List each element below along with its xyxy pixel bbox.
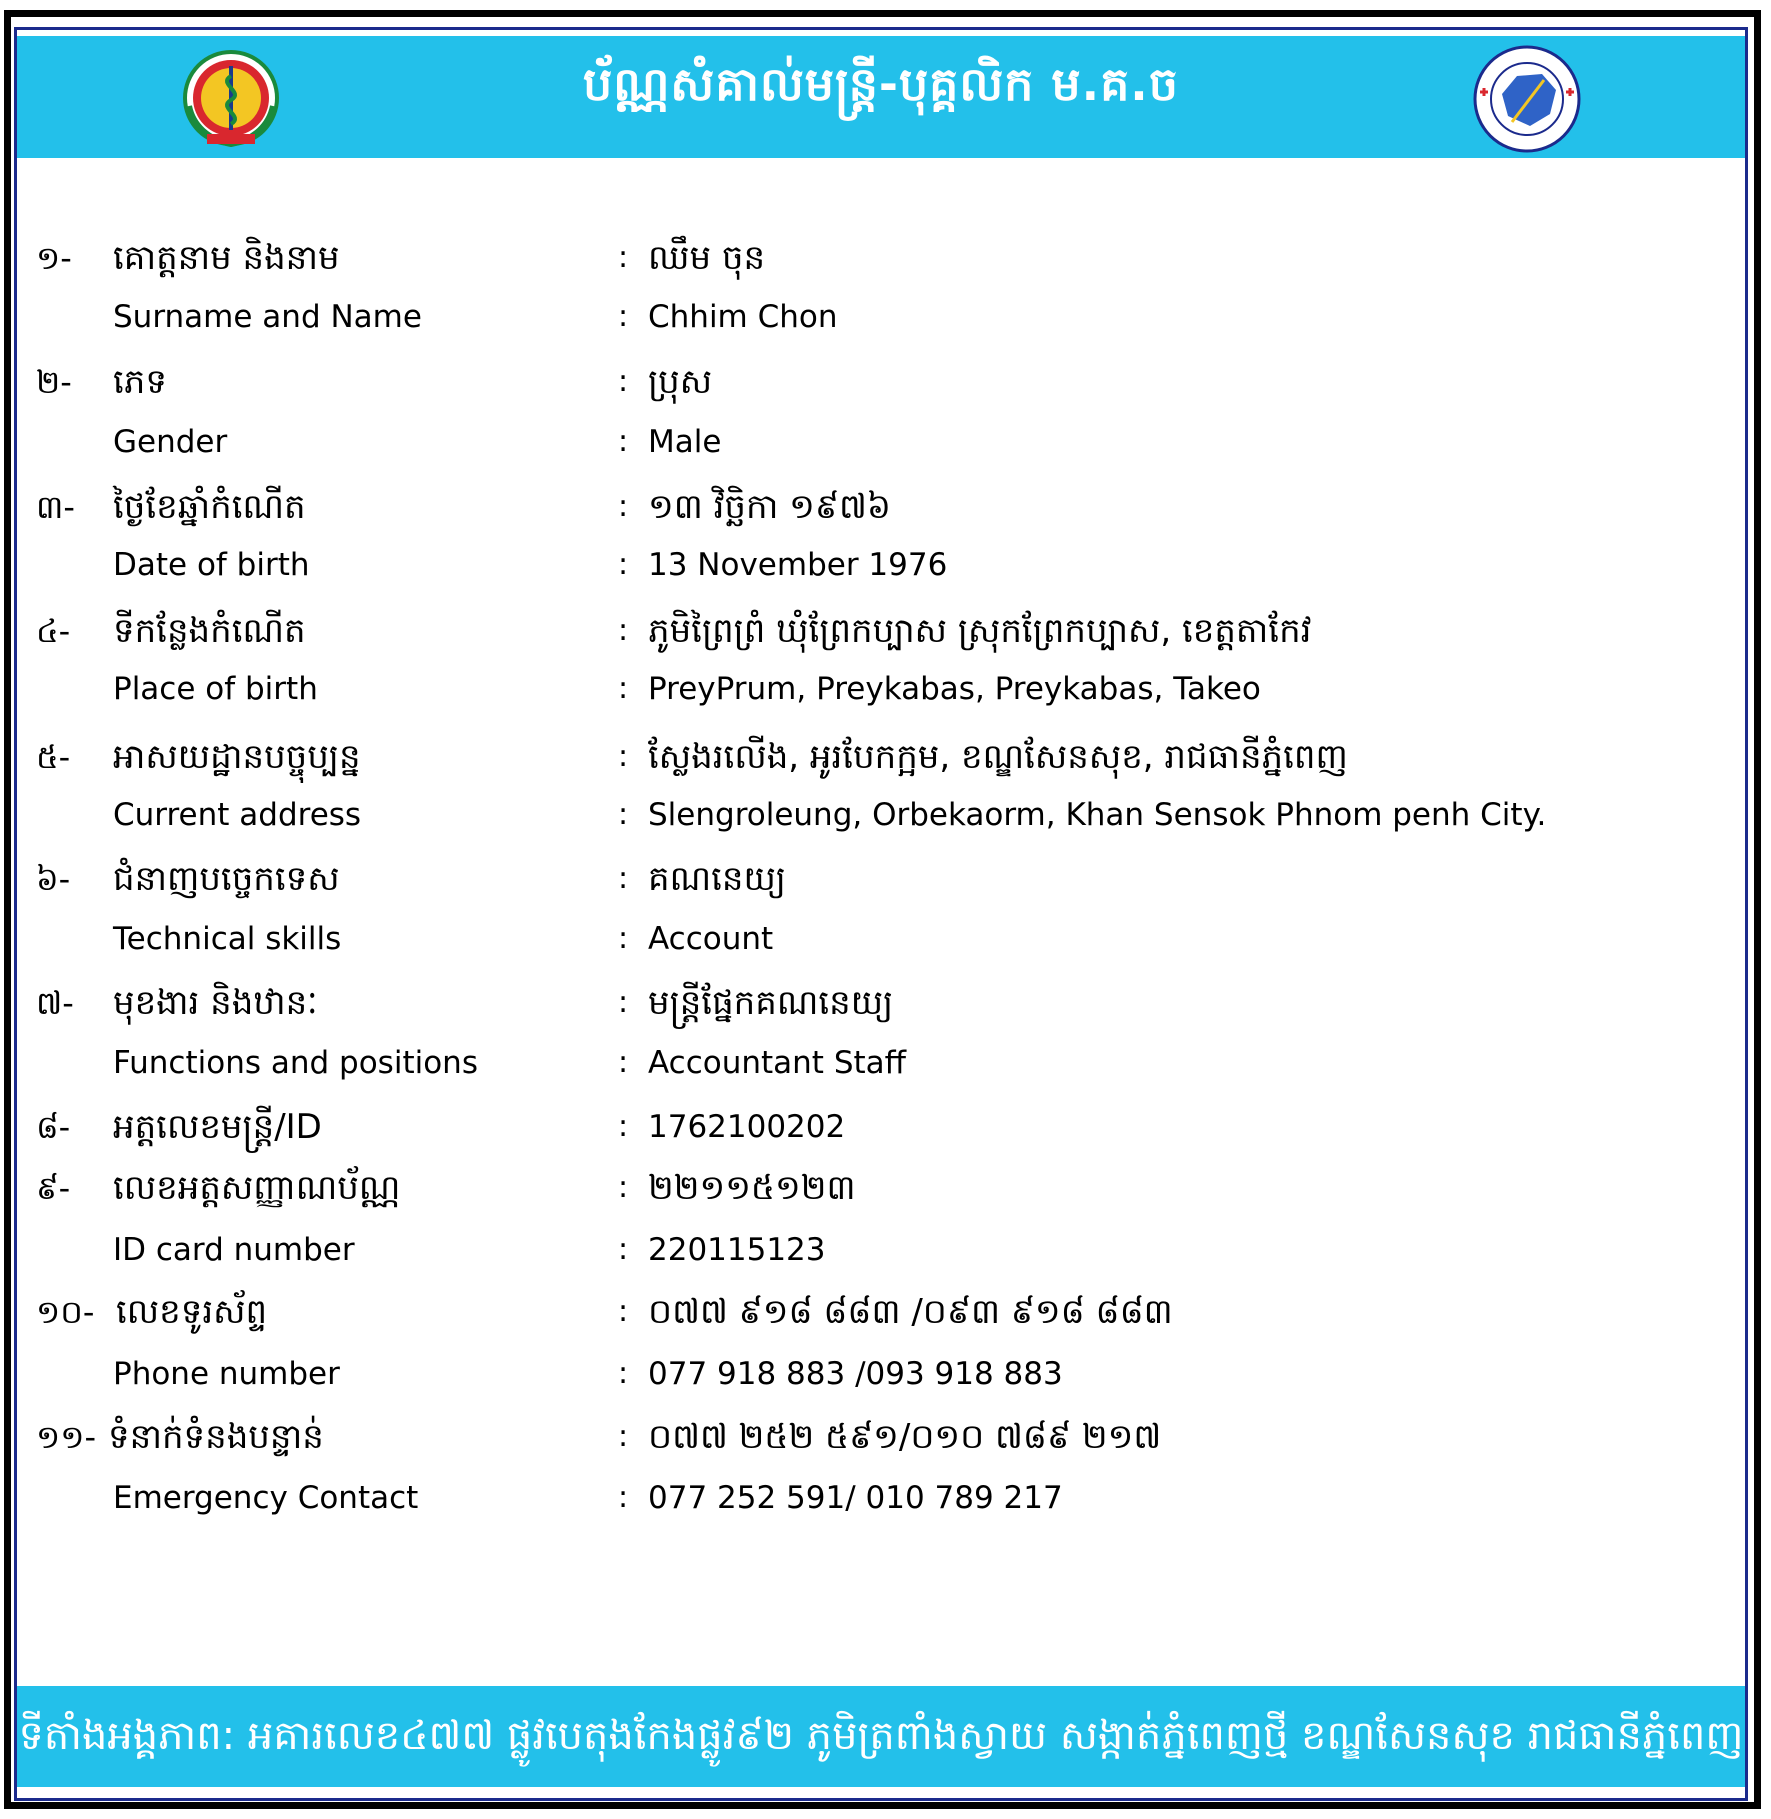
field-colon: : (618, 1356, 629, 1391)
field-label: Gender (113, 424, 228, 460)
field-value: Male (648, 424, 722, 460)
item-number: ៩- (36, 1169, 71, 1207)
field-colon: : (618, 739, 629, 774)
field-label: គោត្តនាម និងនាម (113, 238, 340, 278)
field-label: លេខទូរស័ព្ទ (116, 1292, 268, 1332)
field-value: Chhim Chon (648, 299, 838, 335)
field-value: 077 252 591/ 010 789 217 (648, 1480, 1063, 1516)
list-item (0, 975, 1771, 1031)
list-item (0, 414, 1771, 470)
list-item (0, 661, 1771, 717)
field-value: PreyPrum, Preykabas, Preykabas, Takeo (648, 671, 1261, 707)
field-colon: : (618, 797, 629, 832)
field-value: 077 918 883 /093 918 883 (648, 1356, 1063, 1392)
field-colon: : (618, 613, 629, 648)
card-title: ប័ណ្ណសំគាល់មន្ត្រី-បុគ្គលិក ម.គ.ច (583, 57, 1179, 111)
field-label: ទីកន្លែងកំណើត (113, 611, 306, 651)
field-label: Place of birth (113, 671, 318, 707)
list-item (0, 537, 1771, 593)
list-item (0, 729, 1771, 785)
field-label: Functions and positions (113, 1045, 478, 1081)
list-item (0, 1470, 1771, 1526)
field-label: អត្តលេខមន្ត្រី/ID (113, 1107, 322, 1147)
item-number: ៨- (36, 1108, 71, 1146)
field-colon: : (618, 1232, 629, 1267)
list-item (0, 289, 1771, 345)
field-colon: : (618, 1480, 629, 1515)
item-number: ៧- (36, 984, 74, 1022)
field-colon: : (618, 489, 629, 524)
list-item (0, 479, 1771, 535)
field-value: 1762100202 (648, 1109, 846, 1145)
field-label: Date of birth (113, 547, 310, 583)
item-number: ១- (36, 239, 72, 277)
list-item (0, 851, 1771, 907)
field-value: Slengroleung, Orbekaorm, Khan Sensok Phnom penh City. (648, 797, 1547, 833)
field-label: Technical skills (113, 921, 342, 957)
list-item (0, 1222, 1771, 1278)
item-number: ១១- (36, 1418, 96, 1456)
list-item (0, 1099, 1771, 1155)
list-item (0, 1346, 1771, 1402)
field-value: 13 November 1976 (648, 547, 948, 583)
field-label: ID card number (113, 1232, 355, 1268)
field-colon: : (618, 985, 629, 1020)
list-item (0, 787, 1771, 843)
list-item (0, 603, 1771, 659)
field-label: ថ្ងៃខែឆ្នាំកំណើត (113, 487, 306, 527)
field-value: ១៣ វិច្ឆិកា ១៩៧៦ (648, 487, 891, 527)
list-item (0, 911, 1771, 967)
field-colon: : (618, 671, 629, 706)
field-label: លេខអត្តសញ្ញាណប័ណ្ណ (113, 1168, 401, 1208)
field-label: ភេទ (113, 362, 167, 402)
field-label: អាសយដ្ឋានបច្ចុប្បន្ន (113, 737, 361, 777)
item-number: ២- (36, 363, 72, 401)
list-item (0, 1160, 1771, 1216)
field-colon: : (618, 547, 629, 582)
field-value: Accountant Staff (648, 1045, 907, 1081)
item-number: ៦- (36, 860, 71, 898)
field-value: គណនេយ្យ (648, 859, 786, 899)
field-label: Current address (113, 797, 362, 833)
field-colon: : (618, 364, 629, 399)
field-value: Account (648, 921, 774, 957)
field-colon: : (618, 1045, 629, 1080)
field-value: ឈឹម ចុន (648, 238, 766, 278)
field-colon: : (618, 1294, 629, 1329)
field-colon: : (618, 240, 629, 275)
list-item (0, 230, 1771, 286)
field-colon: : (618, 861, 629, 896)
field-colon: : (618, 299, 629, 334)
footer-band (17, 1686, 1745, 1787)
field-colon: : (618, 424, 629, 459)
footer-address: ទីតាំងអង្គភាព: អគារលេខ៤៧៧ ផ្លូវបេតុងកែងផ្លូវ៩២ ភូមិត្រពាំងស្វាយ សង្កាត់ភ្នំពេញថ្មី ខណ្ឌសែនសុខ រាជធានីភ្នំពេញ (18, 1713, 1744, 1759)
list-item (0, 1409, 1771, 1465)
field-value: ស្លែងរលើង, អូរបែកក្អម, ខណ្ឌសែនសុខ, រាជធានីភ្នំពេញ (648, 737, 1348, 777)
field-colon: : (618, 1170, 629, 1205)
item-number: ១០- (36, 1293, 95, 1331)
field-label: ទំនាក់ទំនងបន្ទាន់ (108, 1417, 324, 1457)
item-number: ៥- (36, 738, 71, 776)
field-label: Surname and Name (113, 299, 422, 335)
field-label: Emergency Contact (113, 1480, 419, 1516)
field-value: មន្ត្រីផ្នែកគណនេយ្យ (648, 983, 894, 1023)
field-label: Phone number (113, 1356, 340, 1392)
field-label: ជំនាញបច្ចេកទេស (113, 859, 340, 899)
field-value: ប្រុស (648, 362, 713, 402)
field-value: ០៧៧ ២៥២ ៥៩១/០១០ ៧៨៩ ២១៧ (648, 1417, 1162, 1457)
field-label: មុខងារ និងឋានៈ (113, 983, 318, 1023)
item-number: ៣- (36, 488, 75, 526)
field-value: ០៧៧ ៩១៨ ៨៨៣ /០៩៣ ៩១៨ ៨៨៣ (648, 1292, 1173, 1332)
field-value: ២២១១៥១២៣ (648, 1168, 856, 1208)
field-value: ភូមិព្រៃព្រំ ឃុំព្រែកប្បាស ស្រុកព្រែកប្បាស, ខេត្តតាកែវ (648, 611, 1312, 651)
field-colon: : (618, 1109, 629, 1144)
list-item (0, 1035, 1771, 1091)
list-item (0, 1284, 1771, 1340)
field-value: 220115123 (648, 1232, 826, 1268)
item-number: ៤- (36, 612, 71, 650)
list-item (0, 354, 1771, 410)
field-colon: : (618, 921, 629, 956)
field-colon: : (618, 1419, 629, 1454)
